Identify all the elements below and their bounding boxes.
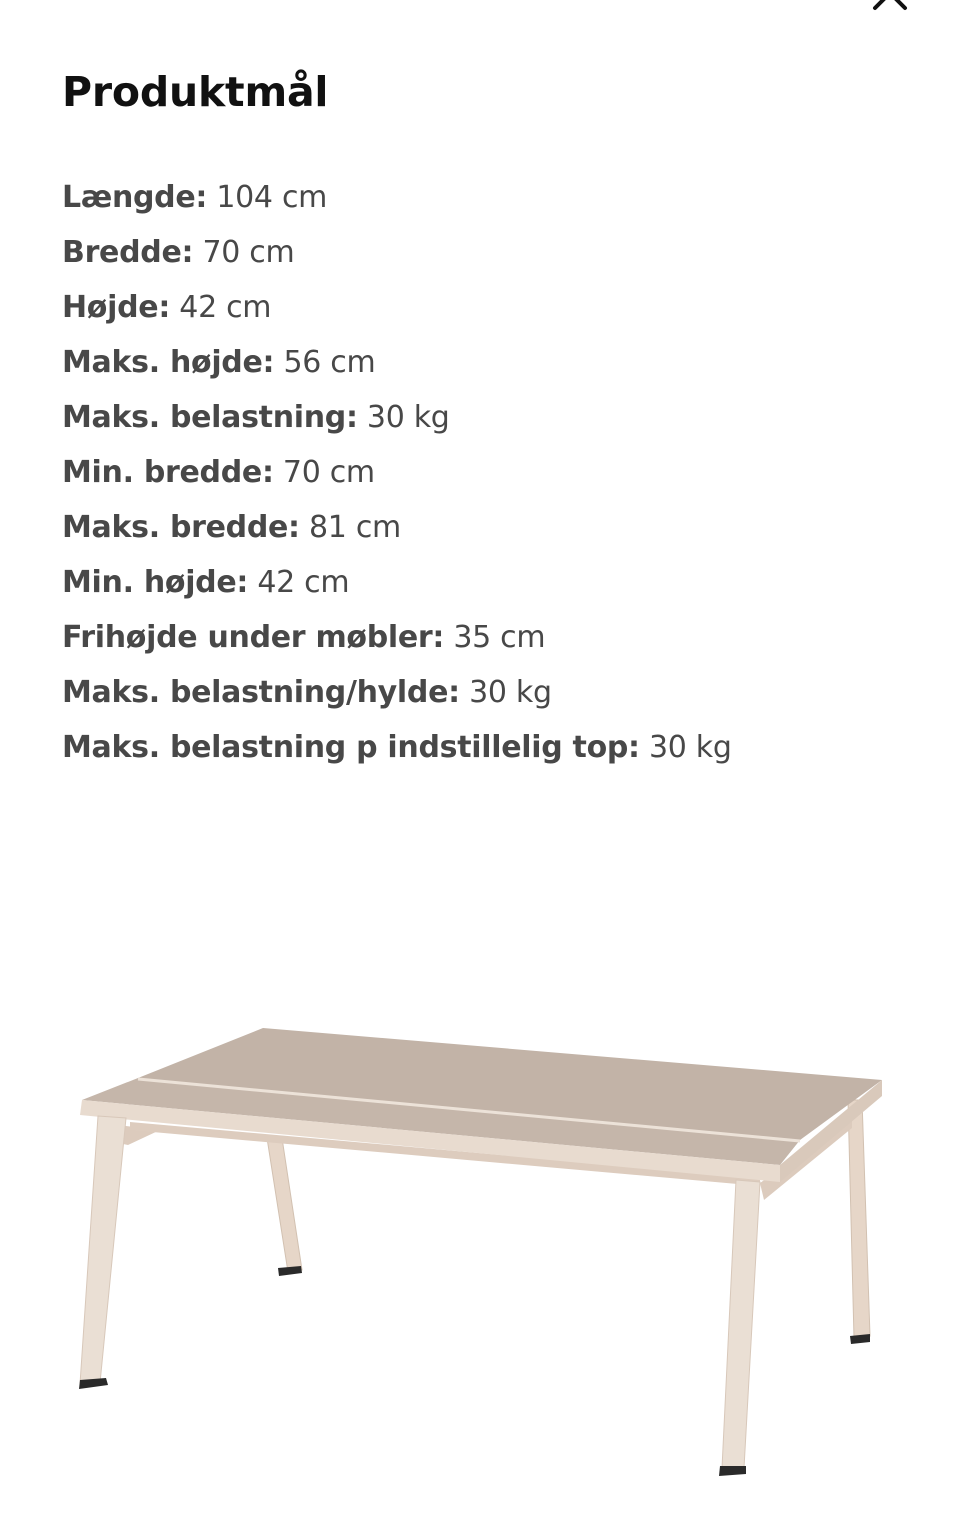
dimension-row-width <box>62 225 732 280</box>
coffee-table-illustration <box>60 1000 900 1500</box>
dimension-value: 104 cm <box>216 180 328 215</box>
dimension-label: Maks. belastning: <box>62 400 358 435</box>
dimension-row-min-width <box>62 445 732 500</box>
dimension-row-clearance <box>62 610 732 665</box>
dimension-label: Maks. højde: <box>62 345 275 380</box>
dimension-value: 30 kg <box>366 400 450 435</box>
dimension-row-min-height <box>62 555 732 610</box>
dimension-label: Maks. bredde: <box>62 510 300 545</box>
dimension-row-max-width <box>62 500 732 555</box>
dimension-row-height <box>62 280 732 335</box>
dimension-row-max-height <box>62 335 732 390</box>
dimension-value: 42 cm <box>179 290 272 325</box>
dimension-label: Højde: <box>62 290 171 325</box>
dimension-value: 42 cm <box>257 565 350 600</box>
dimension-label: Frihøjde under møbler: <box>62 620 445 655</box>
dimension-value: 30 kg <box>469 675 552 710</box>
dimension-label: Maks. belastning/hylde: <box>62 675 460 710</box>
dimension-row-max-load-shelf <box>62 665 732 720</box>
dimension-row-length <box>62 170 732 225</box>
dimension-label: Længde: <box>62 180 208 215</box>
dimension-label: Bredde: <box>62 235 194 270</box>
dimension-label: Min. højde: <box>62 565 249 600</box>
close-icon <box>866 0 914 14</box>
dimension-value: 35 cm <box>453 620 546 655</box>
dimension-value: 56 cm <box>283 345 376 380</box>
dimension-list <box>62 170 732 775</box>
page-title: Produktmål <box>62 68 329 116</box>
dimension-value: 81 cm <box>309 510 401 545</box>
dimension-value: 70 cm <box>282 455 375 490</box>
dimension-value: 70 cm <box>202 235 295 270</box>
dimension-label: Maks. belastning p indstillelig top: <box>62 730 640 765</box>
dimension-row-max-load-adjustable-top <box>62 720 732 775</box>
product-image <box>60 1000 900 1500</box>
dimension-row-max-load <box>62 390 732 445</box>
dimension-value: 30 kg <box>649 730 732 765</box>
dimension-label: Min. bredde: <box>62 455 274 490</box>
close-button[interactable] <box>866 0 914 14</box>
